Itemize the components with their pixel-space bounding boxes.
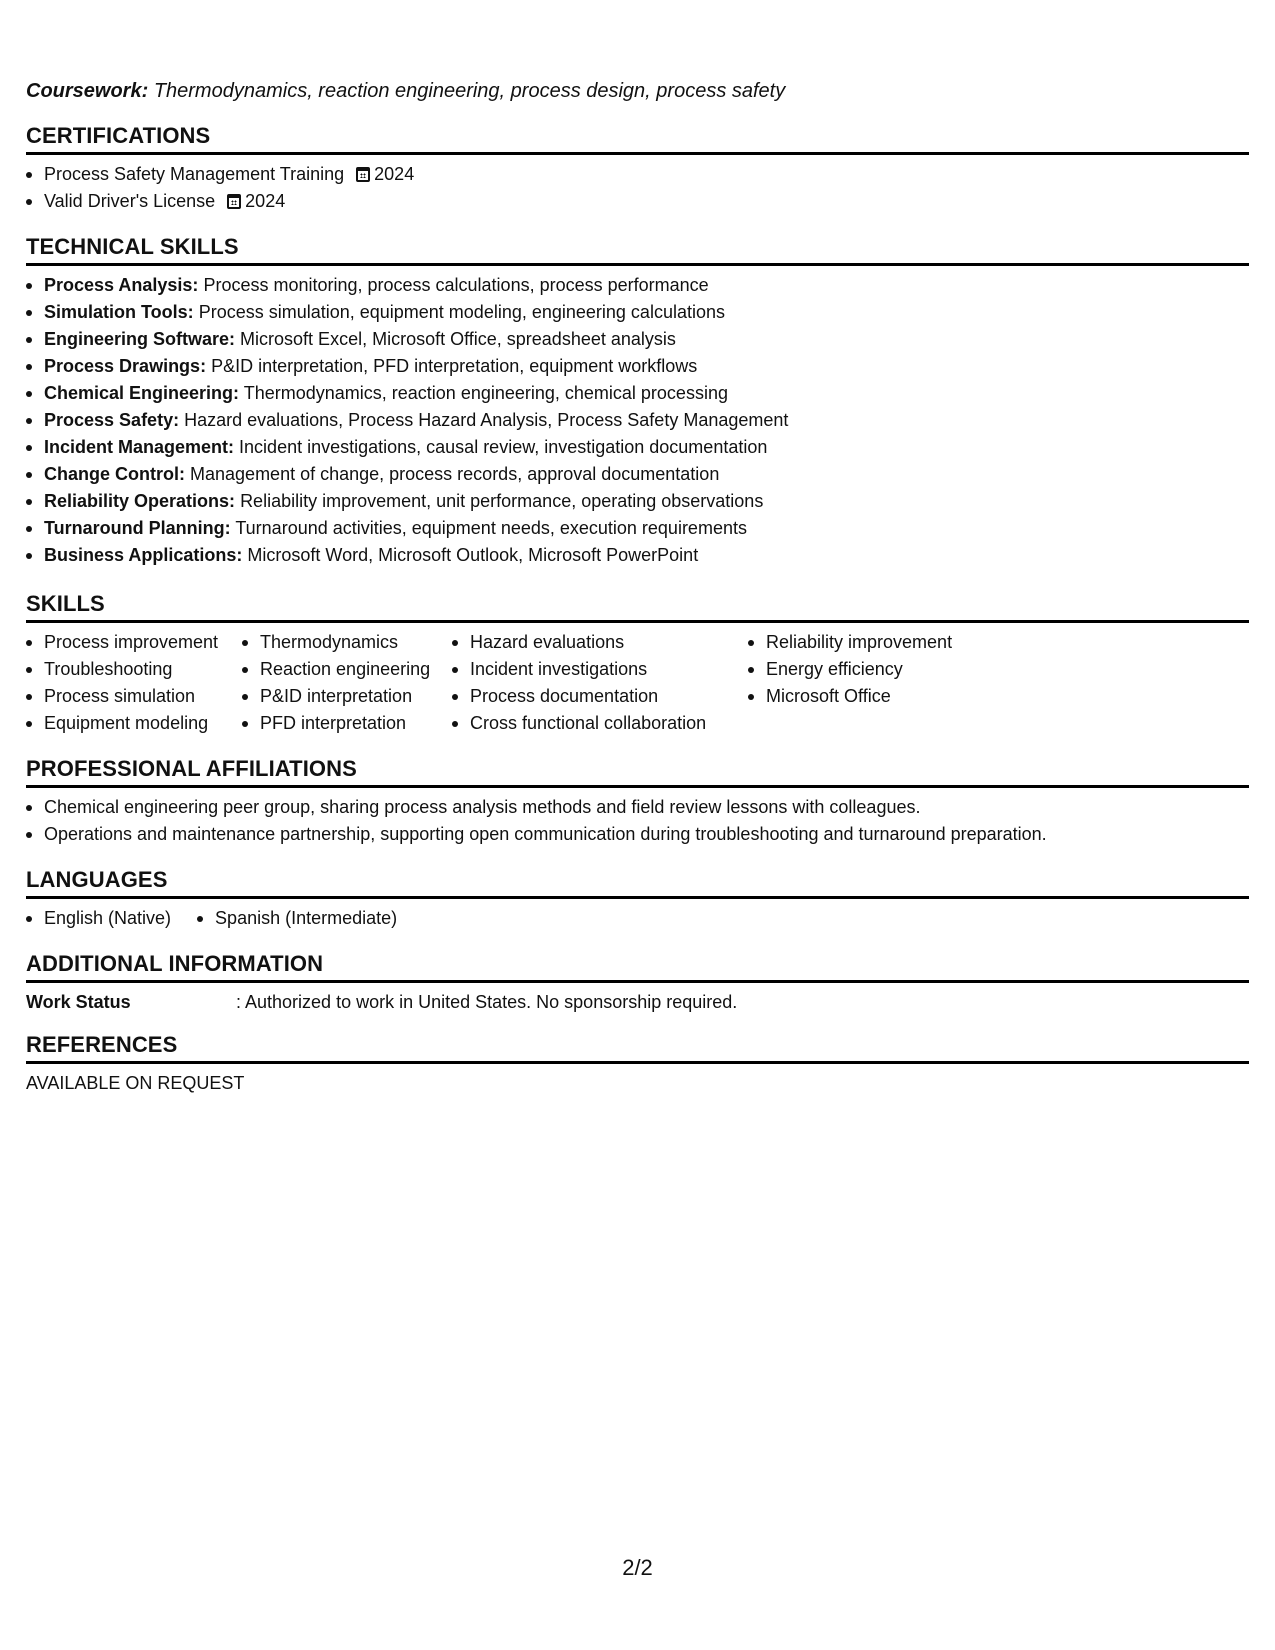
technical-skill-item	[26, 299, 1249, 326]
affiliations-section	[26, 755, 1249, 848]
technical-skill-text: Turnaround activities, equipment needs, execution requirements	[235, 518, 747, 538]
technical-skill-label: Process Safety:	[44, 410, 180, 430]
technical-skills-section	[26, 233, 1249, 569]
skill-item: Energy efficiency	[748, 656, 1048, 683]
certification-year: 2024	[374, 164, 415, 184]
technical-skill-label: Engineering Software:	[44, 329, 236, 349]
certification-item	[26, 188, 1249, 215]
technical-skill-label: Simulation Tools:	[44, 302, 194, 322]
references-section	[26, 1031, 1249, 1097]
skill-item: Process improvement	[26, 629, 242, 656]
technical-skill-text: Reliability improvement, unit performance, operating observations	[240, 491, 764, 511]
technical-skill-item	[26, 380, 1249, 407]
skill-item: Process simulation	[26, 683, 242, 710]
technical-skill-label: Business Applications:	[44, 545, 243, 565]
skills-column	[242, 629, 452, 737]
technical-skill-text: Microsoft Word, Microsoft Outlook, Microsoft PowerPoint	[247, 545, 699, 565]
coursework-label: Coursework:	[26, 80, 149, 102]
technical-skill-text: Hazard evaluations, Process Hazard Analysis, Process Safety Management	[184, 410, 789, 430]
skill-item: Hazard evaluations	[452, 629, 748, 656]
page-number: 2/2	[622, 1555, 653, 1580]
affiliations-list	[26, 794, 1249, 848]
technical-skill-text: Management of change, process records, approval documentation	[190, 464, 720, 484]
certification-item	[26, 161, 1249, 188]
skill-item: Incident investigations	[452, 656, 748, 683]
skill-item: Troubleshooting	[26, 656, 242, 683]
skill-item: P&ID interpretation	[242, 683, 452, 710]
work-status-value: : Authorized to work in United States. No sponsorship required.	[236, 992, 738, 1012]
technical-skill-item	[26, 407, 1249, 434]
skills-column	[748, 629, 1048, 737]
skills-column	[452, 629, 748, 737]
technical-skill-label: Turnaround Planning:	[44, 518, 231, 538]
certifications-list	[26, 161, 1249, 215]
technical-skill-label: Incident Management:	[44, 437, 235, 457]
skill-item: Equipment modeling	[26, 710, 242, 737]
language-item: Spanish (Intermediate)	[197, 905, 397, 932]
technical-skill-text: Process simulation, equipment modeling, engineering calculations	[198, 302, 725, 322]
technical-skill-item	[26, 515, 1249, 542]
technical-skill-text: Microsoft Excel, Microsoft Office, spreadsheet analysis	[240, 329, 676, 349]
technical-skill-text: Incident investigations, causal review, investigation documentation	[239, 437, 768, 457]
additional-info-section	[26, 950, 1249, 1016]
technical-skill-item	[26, 272, 1249, 299]
section-title-additional-info: ADDITIONAL INFORMATION	[26, 950, 1249, 983]
technical-skill-item	[26, 434, 1249, 461]
work-status-label: Work Status	[26, 992, 131, 1012]
technical-skill-label: Process Drawings:	[44, 356, 207, 376]
technical-skill-label: Chemical Engineering:	[44, 383, 240, 403]
skill-item: Microsoft Office	[748, 683, 1048, 710]
references-text: AVAILABLE ON REQUEST	[26, 1073, 245, 1093]
technical-skill-item	[26, 353, 1249, 380]
affiliation-item: Chemical engineering peer group, sharing process analysis methods and field review lessons with colleagues.	[26, 794, 1249, 821]
technical-skills-list	[26, 272, 1249, 569]
section-title-references: REFERENCES	[26, 1031, 1249, 1064]
calendar-icon	[227, 194, 241, 209]
skill-item: PFD interpretation	[242, 710, 452, 737]
skill-item: Reaction engineering	[242, 656, 452, 683]
section-title-technical-skills: TECHNICAL SKILLS	[26, 233, 1249, 266]
section-title-certifications: CERTIFICATIONS	[26, 122, 1249, 155]
coursework-text: Thermodynamics, reaction engineering, process design, process safety	[153, 80, 786, 102]
languages-section	[26, 866, 1249, 932]
technical-skill-text: P&ID interpretation, PFD interpretation, equipment workflows	[211, 356, 698, 376]
technical-skill-item	[26, 326, 1249, 353]
coursework-line	[26, 80, 785, 103]
technical-skill-text: Thermodynamics, reaction engineering, chemical processing	[243, 383, 728, 403]
technical-skill-item	[26, 461, 1249, 488]
certification-name: Valid Driver's License	[44, 191, 216, 211]
technical-skill-item	[26, 488, 1249, 515]
certification-name: Process Safety Management Training	[44, 164, 345, 184]
technical-skill-label: Change Control:	[44, 464, 185, 484]
certification-year: 2024	[245, 191, 286, 211]
technical-skill-label: Reliability Operations:	[44, 491, 236, 511]
calendar-icon	[356, 167, 370, 182]
skill-item: Cross functional collaboration	[452, 710, 748, 737]
affiliation-item: Operations and maintenance partnership, supporting open communication during troubleshooting and turnaround preparation.	[26, 821, 1249, 848]
technical-skill-label: Process Analysis:	[44, 275, 199, 295]
work-status-row	[26, 989, 1249, 1016]
languages-list	[26, 905, 1249, 932]
skill-item: Thermodynamics	[242, 629, 452, 656]
skills-section	[26, 590, 1249, 737]
technical-skill-item	[26, 542, 1249, 569]
skill-item: Reliability improvement	[748, 629, 1048, 656]
technical-skill-text: Process monitoring, process calculations, process performance	[203, 275, 709, 295]
section-title-languages: LANGUAGES	[26, 866, 1249, 899]
language-item: English (Native)	[26, 905, 171, 932]
skills-column	[26, 629, 242, 737]
certifications-section	[26, 122, 1249, 215]
skill-item: Process documentation	[452, 683, 748, 710]
section-title-skills: SKILLS	[26, 590, 1249, 623]
skills-columns	[26, 629, 1249, 737]
section-title-affiliations: PROFESSIONAL AFFILIATIONS	[26, 755, 1249, 788]
